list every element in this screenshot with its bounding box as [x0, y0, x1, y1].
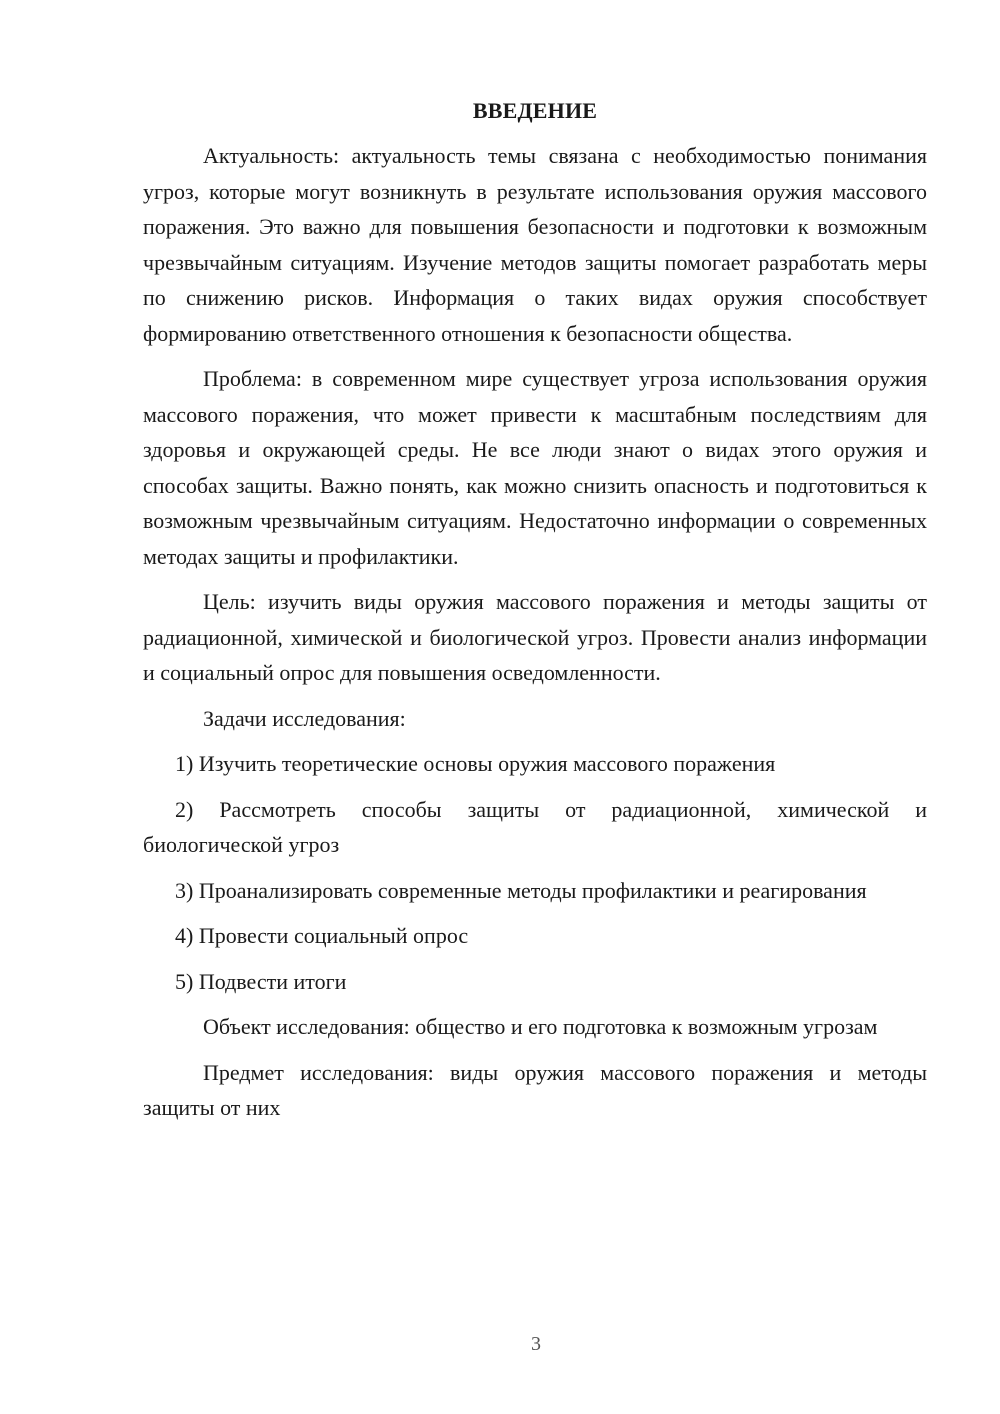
paragraph-goal: Цель: изучить виды оружия массового поражения и методы защиты от радиационной, химической и биологической угроз. Провести анализ информации и социальный опрос для повышения осведомленности. — [143, 589, 927, 685]
paragraph-subject: Предмет исследования: виды оружия массового поражения и методы защиты от них — [143, 1059, 927, 1120]
page-number: 3 — [531, 1333, 541, 1355]
task-item-5: 5) Подвести итоги — [175, 968, 347, 994]
tasks-heading: Задачи исследования: — [203, 705, 406, 731]
task-item-4: 4) Провести социальный опрос — [175, 923, 469, 948]
task-item-3: 3) Проанализировать современные методы профилактики и реагирования — [175, 877, 867, 903]
page-content — [143, 96, 927, 1136]
paragraph-relevance: Актуальность: актуальность темы связана с необходимостью понимания угроз, которые могут возникнуть в результате использования оружия массового поражения. Это важно для повышения безопасности и подготовки к возможным чрезвычайным ситуациям. Изучение методов защиты помогает разработать меры по снижению рисков. Информация о таких видах оружия способствует формированию ответственного отношения к безопасности общества. — [143, 143, 927, 346]
task-item-1: 1) Изучить теоретические основы оружия массового поражения — [175, 751, 776, 776]
task-item-2: 2) Рассмотреть способы защиты от радиационной, химической и биологической угроз — [143, 796, 927, 857]
section-heading: ВВЕДЕНИЕ — [472, 98, 598, 123]
paragraph-problem: Проблема: в современном мире существует угроза использования оружия массового поражения, что может привести к масштабным последствиям для здоровья и окружающей среды. Не все люди знают о видах этого оружия и способах защиты. Важно понять, как можно снизить опасность и подготовиться к возможным чрезвычайным ситуациям. Недостаточно информации о современных методах защиты и профилактики. — [143, 366, 927, 569]
paragraph-object: Объект исследования: общество и его подготовка к возможным угрозам — [203, 1014, 878, 1039]
